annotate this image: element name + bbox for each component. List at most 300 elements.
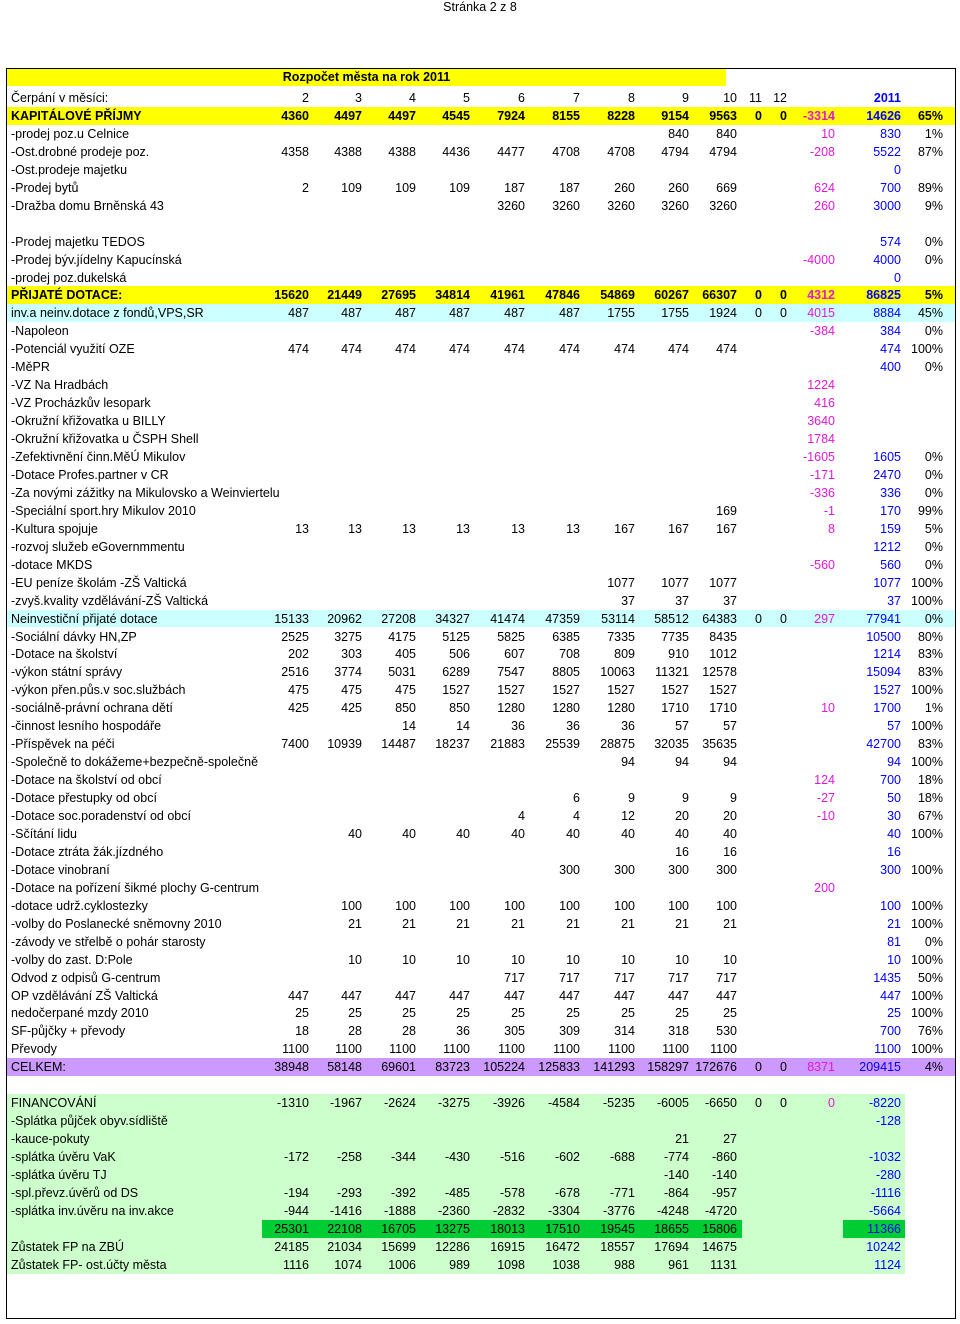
month-value: 7547 xyxy=(497,665,525,680)
month-value: 20 xyxy=(675,809,689,823)
month-value: 47359 xyxy=(545,611,580,626)
row-label: -Za novými zážitky na Mikulovsko a Weinviertelu xyxy=(11,485,280,500)
table-row xyxy=(7,1256,955,1274)
table-row xyxy=(7,143,955,161)
percent-value: 87% xyxy=(917,144,943,159)
month-value: 18013 xyxy=(490,1221,525,1236)
month-value: 3260 xyxy=(709,198,737,213)
percent-value: 0% xyxy=(924,539,943,554)
month-value: 1755 xyxy=(661,306,689,321)
table-row xyxy=(7,233,955,251)
table-row xyxy=(7,897,955,915)
table-row xyxy=(7,699,955,717)
month-value: 1527 xyxy=(442,683,470,698)
month-value: 172676 xyxy=(695,1060,737,1075)
annual-total-value: 159 xyxy=(880,521,901,536)
percent-value: 100% xyxy=(911,862,943,877)
table-row xyxy=(7,1040,955,1058)
month-value: 7400 xyxy=(281,737,309,752)
annual-total-value: -1116 xyxy=(870,1185,901,1200)
difference-value: -4000 xyxy=(803,252,835,267)
row-label: -zvyš.kvality vzdělávání-ZŠ Valtická xyxy=(11,593,209,608)
month-value: 1100 xyxy=(282,1042,309,1057)
annual-total-value: -5664 xyxy=(869,1203,901,1218)
month-value: 187 xyxy=(559,180,580,195)
difference-value: -384 xyxy=(809,324,835,339)
difference-value: -27 xyxy=(816,791,835,806)
month-value: 474 xyxy=(288,342,309,357)
table-row xyxy=(7,628,955,646)
month-value: 0 xyxy=(780,306,787,321)
month-value: -430 xyxy=(444,1150,470,1165)
row-label: -splátka inv.úvěru na inv.akce xyxy=(11,1203,174,1218)
percent-value: 0% xyxy=(924,611,943,626)
month-value: -1888 xyxy=(384,1203,416,1218)
month-value: 425 xyxy=(288,701,309,716)
row-label: -Společně to dokážeme+bezpečně-společně xyxy=(11,755,259,770)
table-row xyxy=(7,1166,955,1184)
table-row xyxy=(7,304,955,322)
annual-total-value: 336 xyxy=(880,485,901,500)
month-value: 0 xyxy=(755,306,762,321)
month-value: 40 xyxy=(402,826,416,841)
difference-value: -1 xyxy=(823,503,835,518)
month-value: 910 xyxy=(668,647,689,662)
month-value: 1098 xyxy=(497,1257,525,1272)
month-value: 11321 xyxy=(655,665,689,680)
difference-value: -1605 xyxy=(803,450,835,464)
row-label: -Dotace přestupky od obcí xyxy=(11,791,157,806)
month-value: 2 xyxy=(302,91,309,105)
difference-value: 4015 xyxy=(807,306,835,321)
month-value: -6650 xyxy=(705,1096,737,1111)
percent-value: 1% xyxy=(924,701,943,716)
month-value: 36 xyxy=(566,719,580,734)
month-value: 94 xyxy=(621,755,635,770)
month-value: 1527 xyxy=(661,683,689,698)
month-value: 1527 xyxy=(709,683,737,698)
month-value: 12 xyxy=(773,91,787,105)
annual-total-value: 5522 xyxy=(873,144,901,159)
month-value: 37 xyxy=(723,593,737,608)
percent-value: 0% xyxy=(924,234,943,249)
difference-value: -171 xyxy=(809,467,835,482)
table-row xyxy=(7,1148,955,1166)
difference-value: -336 xyxy=(809,485,835,500)
month-value: 105224 xyxy=(483,1060,525,1075)
month-value: 988 xyxy=(614,1257,635,1272)
percent-value: 5% xyxy=(924,288,943,303)
month-value: 1527 xyxy=(497,683,525,698)
table-row xyxy=(7,933,955,951)
month-value: 1131 xyxy=(710,1257,737,1272)
row-label: FINANCOVÁNÍ xyxy=(11,1096,97,1111)
month-value: 17510 xyxy=(545,1221,580,1236)
month-value: -392 xyxy=(390,1185,416,1200)
annual-total-value: 4000 xyxy=(873,252,901,267)
month-value: 6289 xyxy=(442,665,470,680)
row-label: -Dotace na školství od obcí xyxy=(11,773,162,788)
month-value: -1967 xyxy=(330,1096,362,1111)
month-value: 21 xyxy=(675,916,689,931)
month-value: 3260 xyxy=(552,198,580,213)
row-label: Zůstatek FP na ZBÚ xyxy=(11,1239,125,1254)
month-value: -3776 xyxy=(603,1203,635,1218)
row-label: -Sčítání lidu xyxy=(11,826,78,841)
month-value: 16915 xyxy=(490,1239,525,1254)
annual-total-value: 1124 xyxy=(874,1257,901,1272)
month-value: 3260 xyxy=(497,198,525,213)
table-row xyxy=(7,879,955,897)
month-value: 708 xyxy=(559,647,580,662)
month-value: 13 xyxy=(456,521,470,536)
month-value: 18655 xyxy=(654,1221,689,1236)
month-value: 2525 xyxy=(281,629,309,644)
month-value: 1710 xyxy=(709,701,737,716)
table-row xyxy=(7,843,955,861)
month-value: -2624 xyxy=(384,1096,416,1111)
month-value: 475 xyxy=(395,683,416,698)
month-value: 0 xyxy=(780,108,787,123)
annual-total-value: 1700 xyxy=(873,701,901,716)
month-value: 4388 xyxy=(388,144,416,159)
month-value: 1077 xyxy=(661,575,689,590)
percent-value: 18% xyxy=(917,773,943,788)
difference-value: 200 xyxy=(814,880,835,895)
table-row xyxy=(7,825,955,843)
table-row xyxy=(7,861,955,879)
month-value: 475 xyxy=(341,683,362,698)
month-value: 27 xyxy=(723,1132,737,1147)
month-value: -4248 xyxy=(657,1203,689,1218)
month-value: 10 xyxy=(511,952,525,967)
month-value: -864 xyxy=(663,1185,689,1200)
month-value: -3304 xyxy=(548,1203,580,1218)
month-value: 10 xyxy=(348,952,362,967)
table-row xyxy=(7,969,955,987)
month-value: 25 xyxy=(402,1006,416,1021)
month-value: 487 xyxy=(449,306,470,321)
percent-value: 100% xyxy=(911,916,943,931)
month-value: 41474 xyxy=(490,611,525,626)
annual-total-value: 2011 xyxy=(873,91,901,105)
month-value: 3 xyxy=(355,91,362,105)
row-label: -splátka úvěru TJ xyxy=(11,1168,107,1182)
month-value: 530 xyxy=(716,1024,737,1039)
month-value: 840 xyxy=(716,126,737,141)
month-value: 18557 xyxy=(600,1239,635,1254)
row-label: -Ost.drobné prodeje poz. xyxy=(11,144,150,159)
month-value: 4436 xyxy=(442,144,470,159)
table-row xyxy=(7,1238,955,1256)
page-header: Stránka 2 z 8 xyxy=(443,0,517,14)
annual-total-value: 447 xyxy=(880,988,901,1003)
month-value: 4 xyxy=(518,809,525,823)
row-label: Převody xyxy=(11,1042,57,1057)
row-label: -spl.převz.úvěrů od DS xyxy=(11,1185,139,1200)
row-label: -kauce-pokuty xyxy=(11,1132,90,1147)
month-value: -293 xyxy=(336,1185,362,1200)
month-value: 25 xyxy=(456,1006,470,1021)
month-value: 25301 xyxy=(274,1221,309,1236)
month-value: 66307 xyxy=(702,288,737,303)
table-row xyxy=(7,394,955,412)
row-label: -EU peníze školám -ZŠ Valtická xyxy=(11,575,187,590)
difference-value: 8371 xyxy=(807,1060,835,1075)
month-value: 36 xyxy=(511,719,525,734)
month-value: 40 xyxy=(511,826,525,841)
month-value: 1012 xyxy=(709,647,737,662)
difference-value: 4312 xyxy=(807,288,835,303)
table-row xyxy=(7,1022,955,1040)
percent-value: 100% xyxy=(911,593,943,608)
month-value: 40 xyxy=(723,826,737,841)
month-value: -957 xyxy=(711,1185,737,1200)
percent-value: 1% xyxy=(924,126,943,141)
row-label: -Dotace Profes.partner v CR xyxy=(11,467,169,482)
month-value: 57 xyxy=(723,719,737,734)
annual-total-value: 86825 xyxy=(866,288,901,303)
month-value: 447 xyxy=(668,988,689,1003)
annual-total-value: 3000 xyxy=(873,198,901,213)
month-value: 100 xyxy=(395,898,416,913)
month-value: 16 xyxy=(723,844,737,859)
month-value: 167 xyxy=(716,521,737,536)
row-label: -Ost.prodeje majetku xyxy=(11,162,128,177)
row-label: inv.a neinv.dotace z fondů,VPS,SR xyxy=(11,306,204,321)
month-value: 4794 xyxy=(661,144,689,159)
month-value: 3774 xyxy=(334,665,362,680)
annual-total-value: 384 xyxy=(880,324,901,339)
row-label: -výkon státní správy xyxy=(11,665,123,680)
month-value: 1280 xyxy=(497,701,525,716)
month-value: 53114 xyxy=(601,611,635,626)
table-row xyxy=(7,807,955,825)
month-value: 4708 xyxy=(607,144,635,159)
month-value: 32035 xyxy=(654,737,689,752)
row-label: -VZ Procházkův lesopark xyxy=(11,396,151,411)
month-value: 10 xyxy=(723,91,737,105)
table-row xyxy=(7,520,955,538)
annual-total-value: 700 xyxy=(880,1024,901,1039)
annual-total-value: 57 xyxy=(887,719,901,734)
row-label: -volby do zast. D:Pole xyxy=(11,952,133,967)
annual-total-value: -1032 xyxy=(869,1150,901,1165)
month-value: 13275 xyxy=(435,1221,470,1236)
month-value: -3926 xyxy=(493,1096,525,1111)
percent-value: 9% xyxy=(924,198,943,213)
month-value: 21 xyxy=(348,916,362,931)
table-row xyxy=(7,107,955,125)
annual-total-value: 77941 xyxy=(866,611,901,626)
table-row xyxy=(7,538,955,556)
row-label: CELKEM: xyxy=(11,1060,66,1075)
month-value: -140 xyxy=(663,1168,689,1182)
difference-value: 124 xyxy=(814,773,835,788)
percent-value: 100% xyxy=(911,952,943,967)
percent-value: 100% xyxy=(911,1042,943,1057)
month-value: 3260 xyxy=(607,198,635,213)
difference-value: -560 xyxy=(809,557,835,572)
month-value: 1280 xyxy=(552,701,580,716)
difference-value: 1224 xyxy=(807,378,835,393)
month-value: 13 xyxy=(402,521,416,536)
month-value: 18 xyxy=(295,1024,309,1039)
percent-value: 65% xyxy=(917,108,943,123)
month-value: 25 xyxy=(566,1006,580,1021)
annual-total-value: 10500 xyxy=(866,629,901,644)
percent-value: 100% xyxy=(911,719,943,734)
month-value: 4794 xyxy=(709,144,737,159)
percent-value: 0% xyxy=(924,934,943,949)
percent-value: 0% xyxy=(924,467,943,482)
month-value: 1116 xyxy=(283,1257,309,1272)
table-row xyxy=(7,412,955,430)
month-value: 21 xyxy=(675,1132,689,1147)
percent-value: 0% xyxy=(924,252,943,267)
month-value: 21 xyxy=(456,916,470,931)
row-label: -Prodej majetku TEDOS xyxy=(11,234,145,249)
month-value: -678 xyxy=(554,1185,580,1200)
month-value: 4477 xyxy=(497,144,525,159)
month-value: 300 xyxy=(559,862,580,877)
month-value: 5825 xyxy=(497,629,525,644)
table-row xyxy=(7,430,955,448)
month-value: 447 xyxy=(716,988,737,1003)
month-value: 10063 xyxy=(600,665,635,680)
month-value: 25 xyxy=(723,1006,737,1021)
percent-value: 0% xyxy=(924,360,943,375)
month-value: 10 xyxy=(456,952,470,967)
table-row xyxy=(7,1076,955,1094)
month-value: 1077 xyxy=(607,575,635,590)
month-value: 0 xyxy=(780,611,787,626)
row-label: nedočerpané mzdy 2010 xyxy=(11,1006,149,1021)
table-row xyxy=(7,753,955,771)
annual-total-value: 1605 xyxy=(873,450,901,464)
annual-total-value: 400 xyxy=(880,360,901,375)
month-value: 850 xyxy=(395,701,416,716)
annual-total-value: 14626 xyxy=(866,108,901,123)
month-value: 12286 xyxy=(435,1239,470,1254)
month-value: 37 xyxy=(621,593,635,608)
percent-value: 100% xyxy=(911,342,943,357)
month-value: 717 xyxy=(614,970,635,985)
difference-value: 3640 xyxy=(807,414,835,429)
month-value: 4497 xyxy=(334,108,362,123)
row-label: -dotace MKDS xyxy=(11,557,93,572)
month-value: 40 xyxy=(566,826,580,841)
month-value: 38948 xyxy=(274,1060,309,1075)
month-value: 7335 xyxy=(607,629,635,644)
percent-value: 83% xyxy=(917,665,943,680)
month-value: 474 xyxy=(395,342,416,357)
month-value: 158297 xyxy=(647,1060,689,1075)
month-value: 0 xyxy=(755,611,762,626)
percent-value: 100% xyxy=(911,988,943,1003)
percent-value: 45% xyxy=(917,306,943,321)
table-row xyxy=(7,1130,955,1148)
month-value: 1100 xyxy=(443,1042,470,1057)
month-value: 21 xyxy=(511,916,525,931)
table-row xyxy=(7,951,955,969)
month-value: 6 xyxy=(573,791,580,806)
month-value: 12578 xyxy=(702,665,737,680)
row-label: -Splátka půjček obyv.sídliště xyxy=(11,1114,168,1129)
month-value: 41961 xyxy=(490,288,525,303)
row-label: OP vzdělávání ZŠ Valtická xyxy=(11,988,158,1003)
month-value: 58512 xyxy=(654,611,689,626)
table-row xyxy=(7,484,955,502)
month-value: 474 xyxy=(668,342,689,357)
month-value: 474 xyxy=(504,342,525,357)
month-value: 28 xyxy=(402,1024,416,1039)
table-row xyxy=(7,448,955,466)
row-label: -VZ Na Hradbách xyxy=(11,378,109,393)
annual-total-value: 2470 xyxy=(873,467,901,482)
month-value: 141293 xyxy=(593,1060,635,1075)
month-value: 1006 xyxy=(388,1257,416,1272)
annual-total-value: 40 xyxy=(887,826,901,841)
difference-value: 10 xyxy=(821,701,835,716)
difference-value: 297 xyxy=(814,611,835,626)
annual-total-value: 11366 xyxy=(867,1221,901,1236)
month-value: 1710 xyxy=(661,701,689,716)
month-value: -2360 xyxy=(438,1203,470,1218)
row-label: -Zefektivnění činn.MěÚ Mikulov xyxy=(11,450,186,464)
percent-value: 50% xyxy=(917,970,943,985)
table-row xyxy=(7,89,955,107)
month-value: 7735 xyxy=(661,629,689,644)
row-label: -Napoleon xyxy=(11,324,69,339)
row-label: Zůstatek FP- ost.účty města xyxy=(11,1257,167,1272)
annual-total-value: 1527 xyxy=(873,683,901,698)
month-value: 961 xyxy=(668,1257,689,1272)
month-value: 300 xyxy=(716,862,737,877)
table-row xyxy=(7,592,955,610)
percent-value: 0% xyxy=(924,485,943,500)
row-label: -Speciální sport.hry Mikulov 2010 xyxy=(11,503,196,518)
month-value: 64383 xyxy=(702,611,737,626)
month-value: 8228 xyxy=(607,108,635,123)
annual-total-value: 1435 xyxy=(873,970,901,985)
month-value: 4175 xyxy=(388,629,416,644)
month-value: 1100 xyxy=(553,1042,580,1057)
row-label: KAPITÁLOVÉ PŘÍJMY xyxy=(11,108,142,123)
month-value: 109 xyxy=(449,180,470,195)
month-value: 474 xyxy=(559,342,580,357)
percent-value: 80% xyxy=(917,629,943,644)
month-value: 305 xyxy=(504,1024,525,1039)
percent-value: 18% xyxy=(917,791,943,806)
month-value: 314 xyxy=(614,1024,635,1039)
month-value: 34327 xyxy=(435,611,470,626)
month-value: 12 xyxy=(621,809,635,823)
table-row xyxy=(7,1220,955,1238)
row-label: -Dražba domu Brněnská 43 xyxy=(11,198,164,213)
percent-value: 100% xyxy=(911,1006,943,1021)
month-value: 0 xyxy=(755,1096,762,1111)
annual-total-value: 15094 xyxy=(866,665,901,680)
month-value: 506 xyxy=(449,647,470,662)
month-value: -3275 xyxy=(438,1096,470,1111)
month-value: 20962 xyxy=(327,611,362,626)
month-value: 3260 xyxy=(661,198,689,213)
month-value: 487 xyxy=(288,306,309,321)
month-value: 318 xyxy=(668,1024,689,1039)
row-label: -Dotace na pořízení šikmé plochy G-centrum xyxy=(11,880,260,895)
annual-total-value: 25 xyxy=(887,1006,901,1021)
